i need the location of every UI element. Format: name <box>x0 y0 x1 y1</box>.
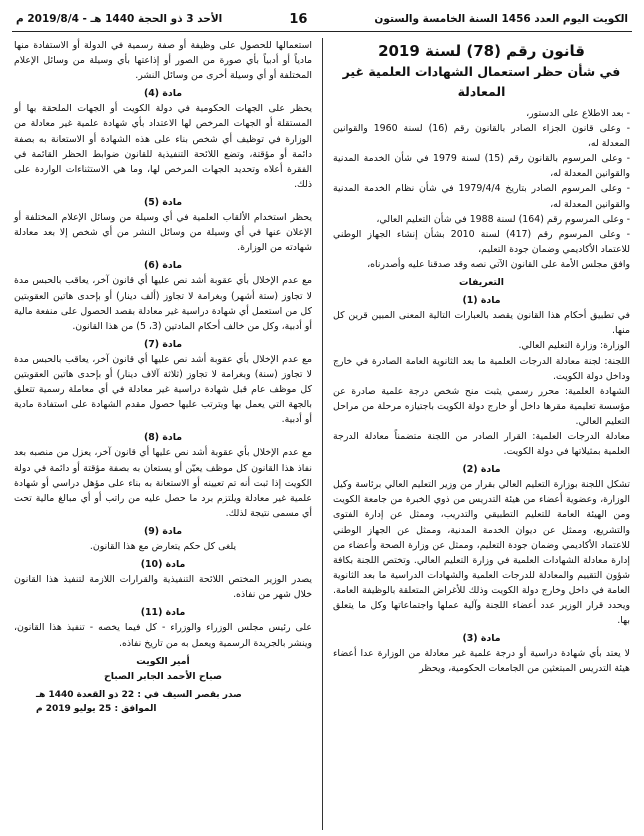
article-8-heading: مادة (8) <box>143 432 183 444</box>
two-column-body <box>12 38 632 830</box>
article-2-text: تشكل اللجنة بوزارة التعليم العالي بقرار من وزير التعليم العالي برئاسة وكيل الوزارة، وعضوية أعضاء من هيئة التدريس من ذوي الخبرة من جامعة الكويت ومن الهيئة العامة للتعليم التطبيقي والتدريب، وممثل عن إدارة الفتوى والتشريع، وممثل عن ديوان الخدمة المدنية، وممثل عن الجهاز الوطني للاعتماد الأكاديمي وضمان جودة التعليم، وممثل عن وزارة الصحة وأعضاء من إدارة معادلة الشهادات العلمية في وزارة التعليم العالي. وتختص اللجنة بكافة شؤون التقييم والمعادلة للدرجات العلمية والشهادات الدراسية ما بعد الثانوية العامة في داخل وخارج دولة الكويت وذلك للأغراض المتعلقة بالوظيفة العامة. ويحدد قرار الوزير عدد أعضاء اللجنة وآلية عملها واجتماعاتها وكل ما يتعلق بها. <box>333 479 630 627</box>
article-10-heading: مادة (10) <box>140 559 186 571</box>
law-title: قانون رقم (78) لسنة 2019 <box>378 42 585 60</box>
article-9-text: يلغى كل حكم يتعارض مع هذا القانون. <box>89 541 237 552</box>
article-5-heading: مادة (5) <box>143 196 183 208</box>
article-3-heading: مادة (3) <box>462 633 501 645</box>
article-11-text: على رئيس مجلس الوزراء والوزراء - كل فيما يخصه - تنفيذ هذا القانون، وينشر بالجريدة الرسمية ويعمل به من تاريخ نفاذه. <box>14 622 312 649</box>
article-3-text: لا يعتد بأي شهادة دراسية أو درجة علمية غير معادلة من الوزارة عدا أعضاء هيئة التدريس المبتعثين من الجامعات الحكومية، ويحظر <box>333 648 630 675</box>
issued-gregorian-date: الموافق : 25 يوليو 2019 م <box>36 703 157 714</box>
preamble-item: - وعلى المرسوم رقم (417) لسنة 2010 بشأن إنشاء الجهاز الوطني للاعتماد الأكاديمي وضمان جودة التعليم، <box>333 228 630 255</box>
article-9-heading: مادة (9) <box>143 525 183 537</box>
left-column <box>12 38 322 830</box>
article-8-text: مع عدم الإخلال بأي عقوبة أشد نص عليها أي قانون آخر، يعزل من منصبه بعد نفاذ هذا القانون كل موظف يعيّن أو يستعان به بصفة مؤقتة أو دائمة في دولة الكويت إذا ثبت أنه تم تعيينه أو الاستعانة به بناء على مؤهل دراسي أو شهادة علمية غير معادلة ويلتزم برد ما حصل عليه من راتب أو أي مبالغ مالية تحت أي مسمى نتيجة لذلك. <box>14 447 312 519</box>
definitions-heading: التعريفات <box>459 277 504 289</box>
definition-item: الشهادة العلمية: محرر رسمي يثبت منح شخص درجة علمية صادرة عن مؤسسة تعليمية مقرها داخل أو خارج دولة الكويت باجتيازه مرحلة من مراحل التعليم العالي. <box>333 385 630 427</box>
preamble-item: - بعد الاطلاع على الدستور، <box>526 108 630 119</box>
preamble-item: - وعلى المرسوم بالقانون رقم (15) لسنة 1979 في شأن الخدمة المدنية والقوانين المعدلة له، <box>333 153 630 180</box>
definition-item: اللجنة: لجنة معادلة الدرجات العلمية ما بعد الثانوية العامة الصادرة في خارج وداخل دولة الكويت. <box>333 355 630 382</box>
page-number: 16 <box>289 11 308 27</box>
article-7-text: مع عدم الإخلال بأي عقوبة أشد نص عليها أي قانون آخر، يعاقب بالحبس مدة لا تجاوز (سنة) وبغرامة لا تجاوز (ثلاثة آلاف دينار) أو بإحدى هاتين العقوبتين كل موظف عام قبل شهادة دراسية غير معادلة في أي معاملة رسمية تتعلق بالجهة التي يعمل بها ويترتب عليها حصول مقدم الشهادة على استفادة مادية أو أدبية. <box>14 353 312 426</box>
article-11-heading: مادة (11) <box>140 607 186 619</box>
preamble-item: - وعلى المرسوم رقم (164) لسنة 1988 في شأن التعليم العالي، <box>376 213 630 225</box>
article-5-text: يحظر استخدام الألقاب العلمية في أي وسيلة من وسائل الإعلام المختلفة أو الإعلان عنها في أي وسيلة من وسائل النشر من أي شخص إلا بعد معادلة شهادته من الوزارة. <box>14 212 312 254</box>
definition-item: الوزارة: وزارة التعليم العالي. <box>518 340 630 352</box>
issue-date: الأحد 3 ذو الحجة 1440 هـ - 2019/8/4 م <box>16 13 223 25</box>
article-2-heading: مادة (2) <box>462 464 501 476</box>
article-4-heading: مادة (4) <box>143 88 183 100</box>
definition-item: معادلة الدرجات العلمية: القرار الصادر من اللجنة متضمناً معادلة الدرجة العلمية بمثيلاتها في دولة الكويت. <box>333 430 630 458</box>
article-3-continued: استعمالها للحصول على وظيفة أو صفة رسمية في الدولة أو الاستفادة منها مادياً أو أدبياً بأي صورة من الصور أو إذاعتها بأي وسيلة من وسائل الإعلام المختلفة أو أي وسيلة أخرى من وسائل النشر. <box>14 40 312 82</box>
article-1-heading: مادة (1) <box>462 295 501 307</box>
signature-name: صباح الأحمد الجابر الصباح <box>103 670 223 682</box>
article-4-text: يحظر على الجهات الحكومية في دولة الكويت أو الجهات الملحقة بها أو المستقلة أو الجهات المرخص لها الاعتداد بأي شهادة علمية غير معادلة من الوزارة في توظيف أي شخص بناء على هذه الشهادة أو الاستعانة به بصفة دائمة أو مؤقتة، وتضع اللائحة التنفيذية للقانون ضوابط الحظر القائمة في الفقرة أعلاه وتحديد الجهات المرخص لها، وما هي الاستثناءات الواردة على ذلك. <box>14 103 312 190</box>
preamble-item: - وعلى قانون الجزاء الصادر بالقانون رقم (16) لسنة 1960 والقوانين المعدلة له، <box>333 123 630 150</box>
approval-statement: وافق مجلس الأمة على القانون الآتي نصه وقد صدقنا عليه وأصدرناه، <box>367 258 630 270</box>
article-1-intro: في تطبيق أحكام هذا القانون يقصد بالعبارات التالية المعنى المبين قرين كل منها. <box>333 310 630 337</box>
page-header <box>12 10 632 32</box>
article-10-text: يصدر الوزير المختص اللائحة التنفيذية والقرارات اللازمة لتنفيذ هذا القانون خلال شهر من نفاذه. <box>14 574 312 601</box>
article-7-heading: مادة (7) <box>143 338 183 350</box>
article-6-heading: مادة (6) <box>143 260 183 272</box>
signature-title: أمير الكويت <box>136 655 190 667</box>
right-column <box>322 38 632 830</box>
law-subject: في شأن حظر استعمال الشهادات العلمية غير المعادلة <box>342 64 621 99</box>
issued-place-date: صدر بقصر السيف في : 22 ذو القعدة 1440 هـ <box>36 689 242 700</box>
article-6-text: مع عدم الإخلال بأي عقوبة أشد نص عليها أي قانون آخر، يعاقب بالحبس مدة لا تجاوز (ستة أشهر) وبغرامة لا تجاوز (ألف دينار) أو بإحدى هاتين العقوبتين كل من استعمل أي شهادة دراسية غير معادلة بقصد الحصول على منفعة مالية أو أدبية، وكل من خالف أحكام المادتين (3، 5) من هذا القانون. <box>14 275 312 332</box>
preamble-item: - وعلى المرسوم الصادر بتاريخ 1979/4/4 في شأن نظام الخدمة المدنية والقوانين المعدلة له، <box>333 183 630 210</box>
issue-info: الكويت اليوم العدد 1456 السنة الخامسة والستون <box>374 13 628 25</box>
